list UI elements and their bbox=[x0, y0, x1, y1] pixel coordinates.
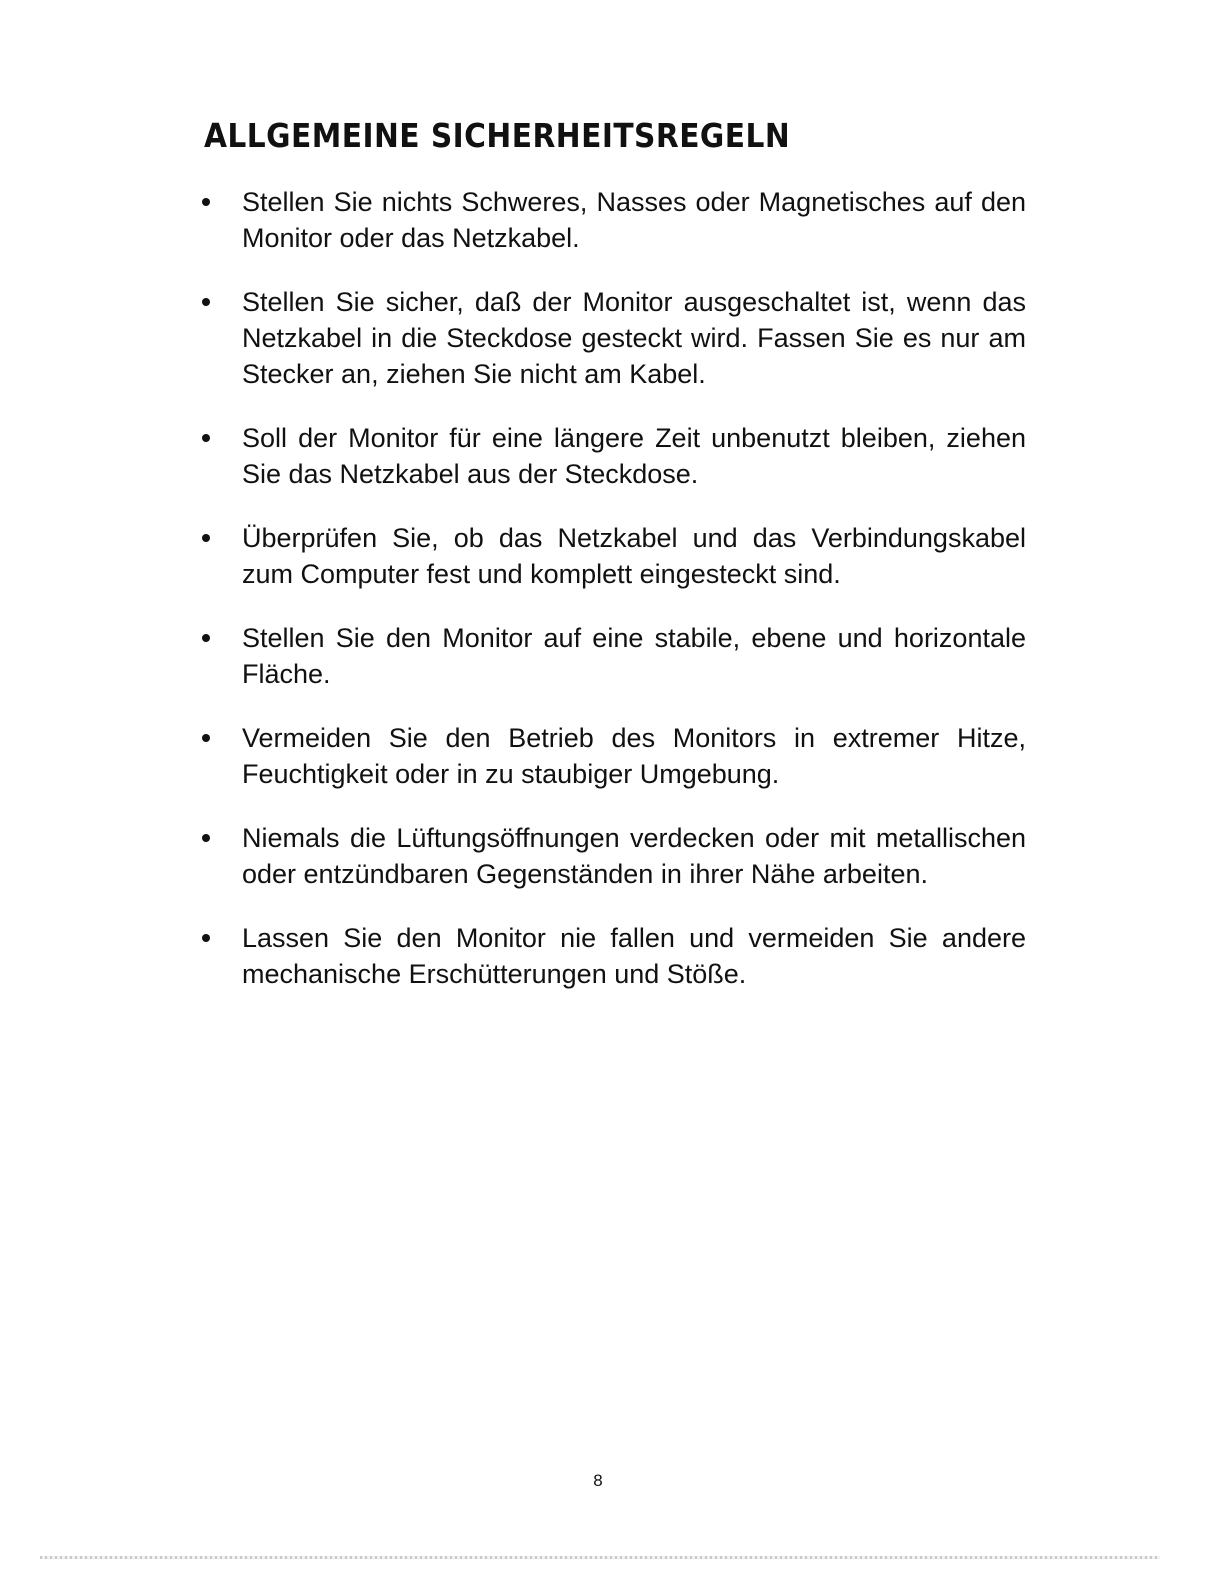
page-title: ALLGEMEINE SICHERHEITSREGELN bbox=[204, 116, 791, 155]
rule-text: Überprüfen Sie, ob das Netzkabel und das Verbindungskabel zum Computer fest und komplett eingesteckt sind. bbox=[242, 523, 1026, 589]
list-item bbox=[200, 620, 1026, 692]
rule-text: Soll der Monitor für eine längere Zeit unbenutzt bleiben, ziehen Sie das Netzkabel aus der Steckdose. bbox=[242, 423, 1026, 489]
bullet-icon bbox=[202, 534, 210, 542]
rule-text: Lassen Sie den Monitor nie fallen und vermeiden Sie andere mechanische Erschütterungen und Stöße. bbox=[242, 923, 1026, 989]
rule-text: Stellen Sie nichts Schweres, Nasses oder Magnetisches auf den Monitor oder das Netzkabel. bbox=[242, 187, 1026, 253]
rule-text: Stellen Sie sicher, daß der Monitor ausgeschaltet ist, wenn das Netzkabel in die Steckdose gesteckt wird. Fassen Sie es nur am Stecker an, ziehen Sie nicht am Kabel. bbox=[242, 287, 1026, 389]
list-item bbox=[200, 520, 1026, 592]
list-item bbox=[200, 184, 1026, 256]
list-item bbox=[200, 284, 1026, 392]
list-item bbox=[200, 920, 1026, 992]
list-item bbox=[200, 720, 1026, 792]
bullet-icon bbox=[202, 198, 210, 206]
bullet-icon bbox=[202, 298, 210, 306]
bullet-icon bbox=[202, 434, 210, 442]
scan-edge-divider bbox=[40, 1556, 1160, 1559]
rule-text: Niemals die Lüftungsöffnungen verdecken oder mit metallischen oder entzündbaren Gegenständen in ihrer Nähe arbeiten. bbox=[242, 823, 1026, 889]
bullet-icon bbox=[202, 934, 210, 942]
list-item bbox=[200, 420, 1026, 492]
rule-text: Stellen Sie den Monitor auf eine stabile, ebene und horizontale Fläche. bbox=[242, 623, 1026, 689]
list-item bbox=[200, 820, 1026, 892]
bullet-icon bbox=[202, 734, 210, 742]
bullet-icon bbox=[202, 834, 210, 842]
rule-text: Vermeiden Sie den Betrieb des Monitors in extremer Hitze, Feuchtigkeit oder in zu staubiger Umgebung. bbox=[242, 723, 1026, 789]
page-number: 8 bbox=[593, 1471, 603, 1490]
safety-rules-list bbox=[200, 184, 1026, 1020]
bullet-icon bbox=[202, 634, 210, 642]
